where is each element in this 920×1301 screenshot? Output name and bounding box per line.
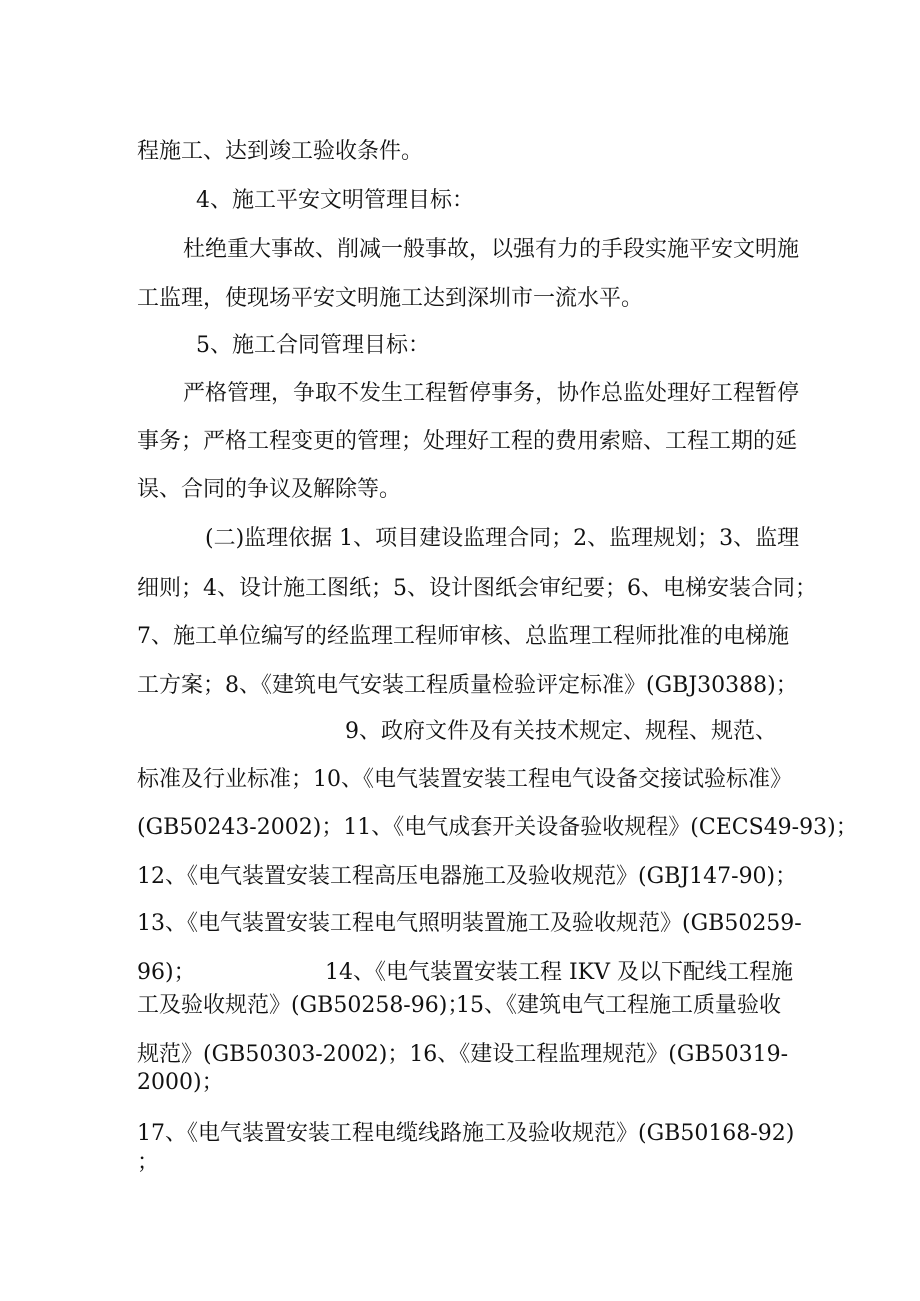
text-line: 工方案；8、《建筑电气安装工程质量检验评定标准》(GBJ30388)； xyxy=(137,673,798,698)
text-line: 15、《建筑电气工程施工质量验收 xyxy=(456,993,781,1018)
text-line: 96)； xyxy=(137,960,196,985)
text-line: 程施工、达到竣工验收条件。 xyxy=(137,139,424,164)
text-line: 规范》(GB50303-2002)；16、《建设工程监理规范》(GB50319- xyxy=(137,1042,789,1067)
text-line: 严格管理，争取不发生工程暂停事务，协作总监处理好工程暂停 xyxy=(183,381,800,406)
text-line: 工监理，使现场平安文明施工达到深圳市一流水平。 xyxy=(137,286,644,311)
text-line: ； xyxy=(137,1150,160,1175)
text-line: 细则；4、设计施工图纸；5、设计图纸会审纪要；6、电梯安装合同； xyxy=(137,576,817,601)
text-line: 2000)； xyxy=(137,1070,224,1095)
text-line: 14、《电气装置安装工程 IKV 及以下配线工程施 xyxy=(325,960,793,985)
text-line: 17、《电气装置安装工程电缆线路施工及验收规范》(GB50168-92) xyxy=(137,1121,795,1146)
text-line: (GB50243-2002)；11、《电气成套开关设备验收规程》(CECS49-93)； xyxy=(137,815,858,840)
text-line: 杜绝重大事故、削减一般事故，以强有力的手段实施平安文明施 xyxy=(183,237,800,262)
text-line: 12、《电气装置安装工程高压电器施工及验收规范》(GBJ147-90)； xyxy=(137,864,798,889)
text-line: 13、《电气装置安装工程电气照明装置施工及验收规范》(GB50259- xyxy=(137,911,802,936)
text-line: 事务；严格工程变更的管理；处理好工程的费用索赔、工程工期的延 xyxy=(137,429,798,454)
section-heading: 4、施工平安文明管理目标： xyxy=(196,188,474,213)
section-heading: (二)监理依据 1、项目建设监理合同；2、监理规划；3、监理 xyxy=(205,526,800,551)
text-line: 9、政府文件及有关技术规定、规程、规范、 xyxy=(345,719,777,744)
text-line: 7、施工单位编写的经监理工程师审核、总监理工程师批准的电梯施 xyxy=(137,624,789,649)
text-line: 工及验收规范》(GB50258-96)； xyxy=(137,993,470,1018)
text-line: 误、合同的争议及解除等。 xyxy=(137,477,402,502)
section-heading: 5、施工合同管理目标： xyxy=(196,333,430,358)
text-line: 标准及行业标准；10、《电气装置安装工程电气设备交接试验标准》 xyxy=(137,767,792,792)
